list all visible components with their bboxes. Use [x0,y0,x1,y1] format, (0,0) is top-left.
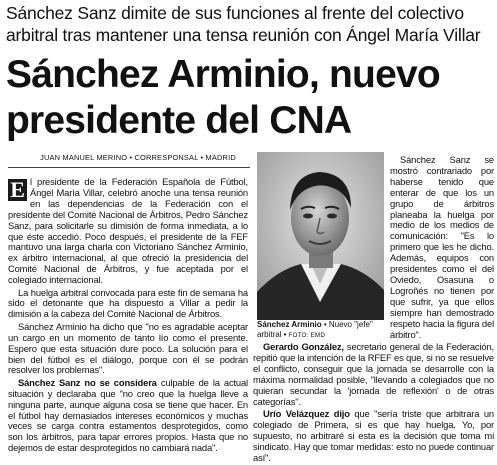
paragraph-6 [253,342,494,407]
paragraph-6-lead: Gerardo González, [263,341,344,352]
article-column-left [8,177,248,456]
byline-rule [8,167,250,168]
paragraph-1-text: l presidente de la Federación Española de Fútbol, Ángel María Villar, celebró anoche una tensa reunión en las dependencias de la Federación con el presidente del Comité Nacional de Árbitros, Pedro Sánchez Sanz, para solicitarle su dimisión de forma inmediata, a lo que éste accedió. Poco después, el presidente de la FEF mantuvo una larga charla con Victoriano Sánchez Arminio, ex árbitro internacional, al que ofreció la presidencia del Comité Nacional de Árbitros, y fue aceptada por el colegiado internacional. [8,176,248,286]
photo-credit: FOTO: EMD [286,332,326,339]
article-column-right [390,155,494,342]
paragraph-3: Sánchez Arminio ha dicho que "no es agradable aceptar un cargo en un momento de tanto lío como el presente. Espero que esta situación dure poco. La solución para el bien del fútbol es el diálogo, porque con él se podrán resolver los problemas". [8,320,248,376]
paragraph-4-text: culpable de la actual situación y declaraba que "no creo que la huelga lleve a ninguna parte, aunque alguna cosa se tiene que hacer. En el fútbol hay demasiados intereses económicos y muchas veces se carga contra estamentos desprotegidos, como son los árbitros, para tapar errores propios. Hasta que no dejemos de estar desprotegidos no cambiará nada". [8,376,248,454]
article-column-bottom-right [253,342,494,465]
photo-caption [257,320,384,342]
paragraph-2: La huelga arbitral convocada para este fin de semana ha sido el detonante que ha dispuesto a Villar a pedir la dimisión a la cabeza del Comité Nacional de Árbitros. [8,286,248,320]
article-byline: JUAN MANUEL MERINO • CORRESPONSAL • MADRID [40,153,236,162]
paragraph-7-text: que "sería triste que arbitrara un colegiado de Primera, si es que hay huelga. Yo, por supuesto, no arbitraré si esta es la decisión que toma mi sindicato. Hay que tomar medidas: esto no puede continuar así". [253,407,494,463]
paragraph-6-text: secretario general de la Federación, repitió que la intención de la RFEF es que, si no se resuelve el conflicto, conseguir que la jornada se desarrolle con la máxima normalidad posible, "llevando a colegiados que no quieran secundar la 'jornada de reflexión' o de otras categorías". [253,341,494,407]
paragraph-4 [8,378,248,454]
caption-text: • Nuevo "jefe" arbitral • [257,320,373,339]
drop-cap: E [8,179,27,201]
paragraph-4-lead: Sánchez Sanz no se considera [18,376,157,388]
portrait-image [257,152,384,320]
article-kicker: Sánchez Sanz dimite de sus funciones al frente del colectivo arbitral tras mantener una tensa reunión con Ángel María Villar [6,3,481,45]
paragraph-7-lead: Urío Velázquez dijo [263,407,350,419]
article-headline: Sánchez Arminio, nuevo presidente del CNA [6,53,440,142]
paragraph-5: Sánchez Sanz se mostró contrariado por haberse tenido que enterar de que los un grupo de árbitros planeaba la huelga por medio de los medios de comunicación: "Es lo primero que les he dicho. Además, equipos con presidentes como el del Oviedo, Osasuna o Logroñés no tienen por que sufrir, ya que ellos siempre han demostrado respeto hacia la figura del árbitro". [390,154,494,340]
portrait-photo [257,152,384,320]
paragraph-7 [253,409,494,464]
paragraph-1 [8,177,248,286]
caption-name: Sánchez Arminio [257,320,322,329]
